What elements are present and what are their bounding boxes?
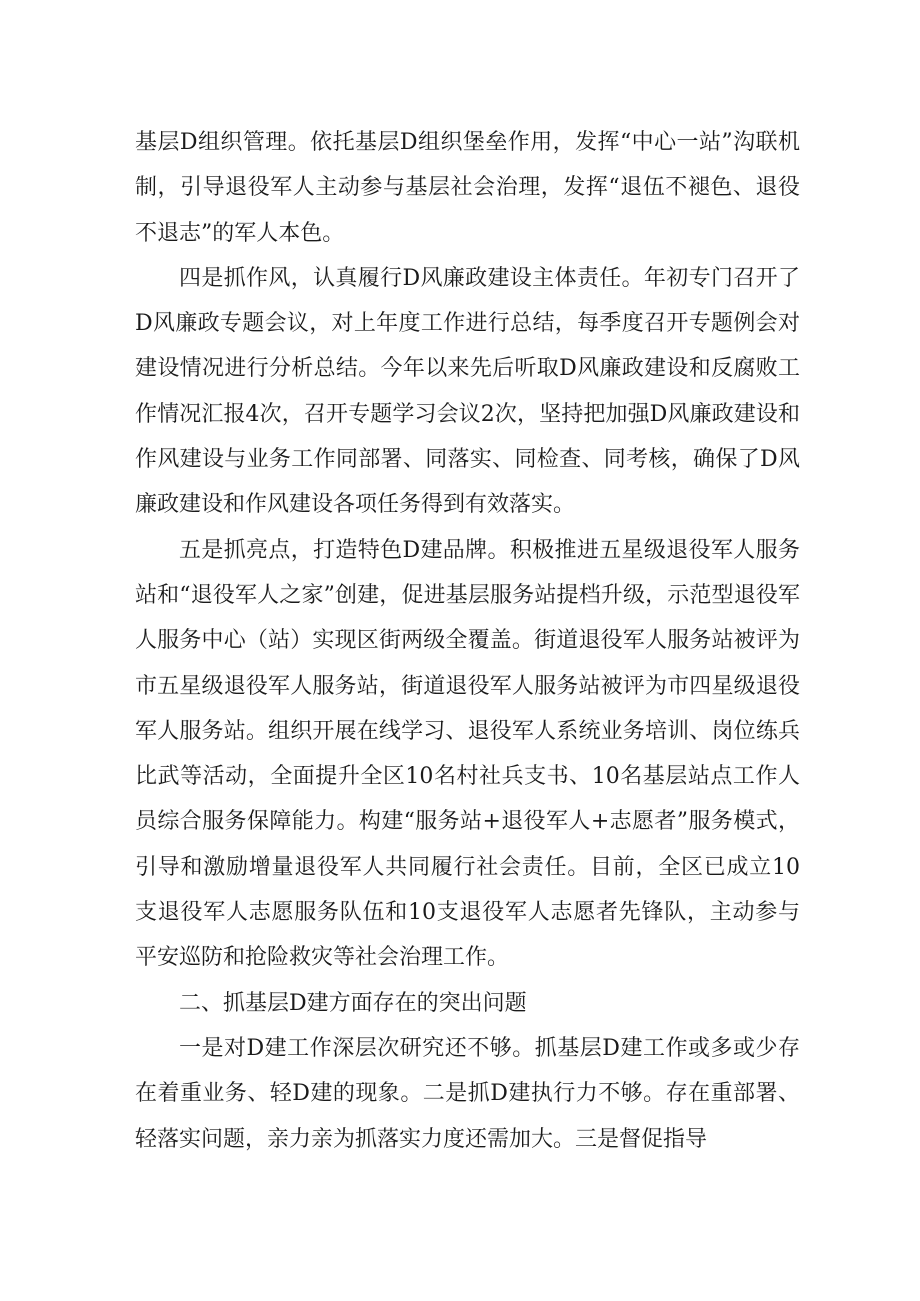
paragraph-2: 四是抓作风，认真履行D风廉政建设主体责任。年初专门召开了D风廉政专题会议，对上年度工作进行总结，每季度召开专题例会对建设情况进行分析总结。今年以来先后听取D风廉政建设和反腐败工作情况汇报4次，召开专题学习会议2次，坚持把加强D风廉政建设和作风建设与业务工作同部署、同落实、同检查、同考核，确保了D风廉政建设和作风建设各项任务得到有效落实。 (135, 265, 800, 518)
paragraph-4: 一是对D建工作深层次研究还不够。抓基层D建工作或多或少存在着重业务、轻D建的现象。二是抓D建执行力不够。存在重部署、轻落实问题，亲力亲为抓落实力度还需加大。三是督促指导 (135, 1035, 800, 1152)
paragraph-1: 基层D组织管理。依托基层D组织堡垒作用，发挥“中心一站”沟联机制，引导退役军人主动参与基层社会治理，发挥“退伍不褪色、退役不退志”的军人本色。 (135, 130, 800, 246)
section-heading: 二、抓基层D建方面存在的突出问题 (179, 990, 527, 1016)
document-body (135, 120, 800, 1162)
paragraph-3: 五是抓亮点，打造特色D建品牌。积极推进五星级退役军人服务站和“退役军人之家”创建，促进基层服务站提档升级，示范型退役军人服务中心（站）实现区街两级全覆盖。街道退役军人服务站被评为市五星级退役军人服务站，街道退役军人服务站被评为市四星级退役军人服务站。组织开展在线学习、退役军人系统业务培训、岗位练兵比武等活动，全面提升全区10名村社兵支书、10名基层站点工作人员综合服务保障能力。构建“服务站+退役军人+志愿者”服务模式，引导和激励增量退役军人共同履行社会责任。目前，全区已成立10支退役军人志愿服务队伍和10支退役军人志愿者先锋队，主动参与平安巡防和抢险救灾等社会治理工作。 (135, 537, 800, 971)
